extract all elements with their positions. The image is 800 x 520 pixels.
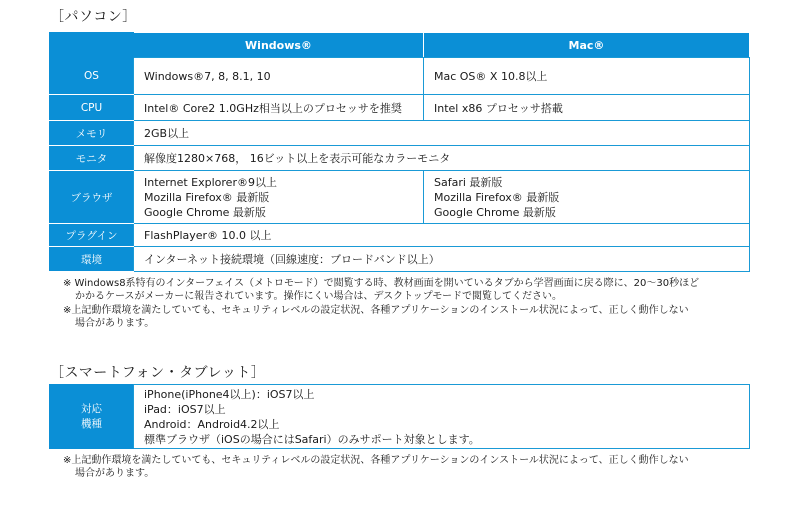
row-label-memory: メモリ xyxy=(50,121,134,146)
header-corner xyxy=(50,33,134,58)
pc-spec-table xyxy=(49,32,750,272)
plugin-value: FlashPlayer® 10.0 以上 xyxy=(134,224,750,247)
table-row-monitor xyxy=(50,146,750,171)
device-line: 標準ブラウザ（iOSの場合にはSafari）のみサポート対象とします。 xyxy=(144,432,480,446)
device-line: Android：Android4.2以上 xyxy=(144,417,280,431)
device-line: iPhone(iPhone4以上)：iOS7以上 xyxy=(144,387,315,401)
row-label-os: OS xyxy=(50,58,134,95)
devices-label-line: 機種 xyxy=(81,417,102,430)
browser-windows xyxy=(134,171,424,224)
row-label-devices xyxy=(50,385,134,449)
browser-mac-line: Mozilla Firefox® 最新版 xyxy=(434,190,560,204)
browser-mac-line: Google Chrome 最新版 xyxy=(434,205,556,219)
memory-value: 2GB以上 xyxy=(134,121,750,146)
monitor-value: 解像度1280×768， 16ビット以上を表示可能なカラーモニタ xyxy=(134,146,750,171)
table-row-plugin xyxy=(50,224,750,247)
row-label-plugin: プラグイン xyxy=(50,224,134,247)
cpu-windows: Intel® Core2 1.0GHz相当以上のプロセッサを推奨 xyxy=(134,95,424,121)
browser-mac xyxy=(424,171,750,224)
note-text: かかるケースがメーカーに報告されています。操作にくい場合は、デスクトップモードで閲覧してください。 xyxy=(75,291,562,302)
header-windows: Windows® xyxy=(134,33,424,58)
row-label-browser: ブラウザ xyxy=(50,171,134,224)
table-row-os xyxy=(50,58,750,95)
os-mac: Mac OS® X 10.8以上 xyxy=(424,58,750,95)
mobile-section-title: ［スマートフォン・タブレット］ xyxy=(50,365,266,381)
row-label-environment: 環境 xyxy=(50,247,134,272)
note-text: 場合があります。 xyxy=(75,318,155,329)
table-row-devices xyxy=(50,385,750,449)
pc-note-1 xyxy=(63,277,699,303)
pc-section-title: ［パソコン］ xyxy=(50,9,137,25)
note-text: ※ Windows8系特有のインターフェイス（メトロモード）で閲覧する時、教材画面を開いているタブから学習画面に戻る際に、20～30秒ほど xyxy=(63,278,700,289)
cpu-mac: Intel x86 プロセッサ搭載 xyxy=(424,95,750,121)
devices-label-line: 対応 xyxy=(81,402,102,415)
mobile-note xyxy=(63,454,689,480)
browser-windows-line: Internet Explorer®9以上 xyxy=(144,175,277,189)
table-row-memory xyxy=(50,121,750,146)
header-mac: Mac® xyxy=(424,33,750,58)
mobile-spec-table xyxy=(49,384,750,449)
table-row-cpu xyxy=(50,95,750,121)
table-header-row xyxy=(50,33,750,58)
devices-value xyxy=(134,385,750,449)
note-text: 場合があります。 xyxy=(75,468,155,479)
browser-windows-line: Google Chrome 最新版 xyxy=(144,205,266,219)
pc-note-2 xyxy=(63,304,689,330)
os-windows: Windows®7, 8, 8.1, 10 xyxy=(134,58,424,95)
row-label-monitor: モニタ xyxy=(50,146,134,171)
device-line: iPad：iOS7以上 xyxy=(144,402,226,416)
note-text: ※上記動作環境を満たしていても、セキュリティレベルの設定状況、各種アプリケーションのインストール状況によって、正しく動作しない xyxy=(63,305,689,316)
browser-mac-line: Safari 最新版 xyxy=(434,175,503,189)
table-row-environment xyxy=(50,247,750,272)
browser-windows-line: Mozilla Firefox® 最新版 xyxy=(144,190,270,204)
table-row-browser xyxy=(50,171,750,224)
environment-value: インターネット接続環境（回線速度：ブロードバンド以上） xyxy=(134,247,750,272)
row-label-cpu: CPU xyxy=(50,95,134,121)
note-text: ※上記動作環境を満たしていても、セキュリティレベルの設定状況、各種アプリケーションのインストール状況によって、正しく動作しない xyxy=(63,455,689,466)
